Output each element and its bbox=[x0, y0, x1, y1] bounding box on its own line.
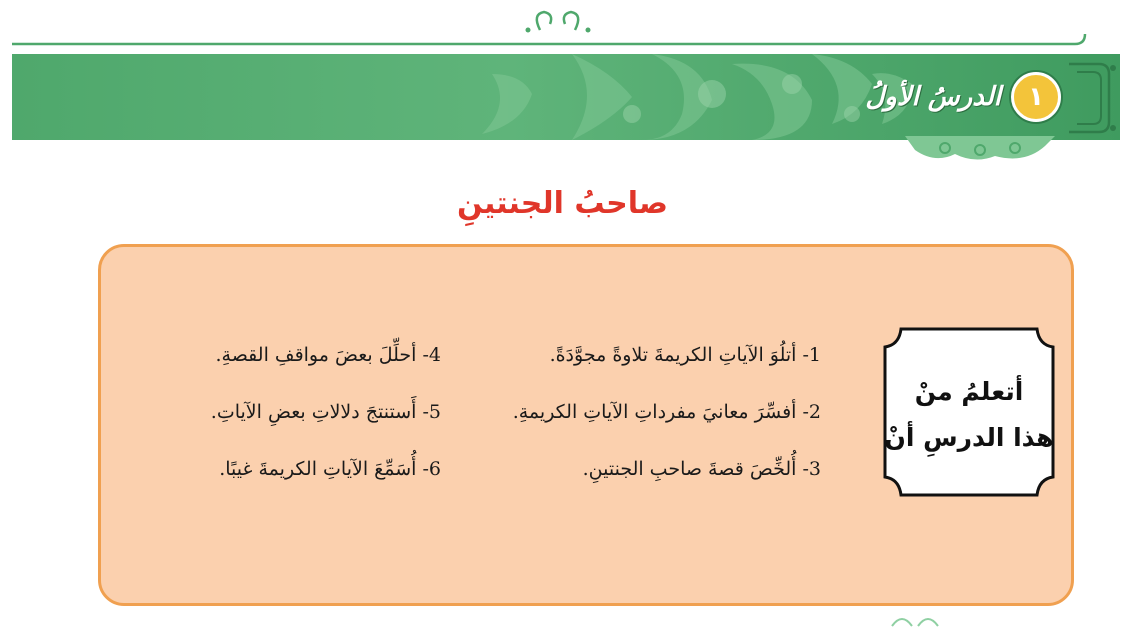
objectives-column-left bbox=[151, 335, 441, 506]
objective-item: 3- أُلخِّصَ قصةَ صاحبِ الجنتينِ. bbox=[582, 458, 821, 480]
objectives-column-right bbox=[481, 335, 821, 506]
page-title: صاحبُ الجنتينِ bbox=[457, 186, 668, 221]
top-ornament-rule bbox=[0, 0, 1125, 56]
lesson-number-badge: ١ bbox=[1011, 72, 1061, 122]
lesson-title-frame bbox=[1059, 58, 1119, 138]
objective-item: 4- أحلِّلَ بعضَ مواقفِ القصةِ. bbox=[215, 344, 441, 366]
corner-ornament bbox=[888, 612, 948, 628]
learn-badge bbox=[879, 323, 1059, 501]
objective-item: 6- أُسَمِّعَ الآياتِ الكريمةَ غيبًا. bbox=[219, 458, 441, 480]
learning-objectives-box bbox=[98, 244, 1074, 606]
objective-item: 5- أَستنتجَ دلالاتِ بعضِ الآياتِ. bbox=[210, 401, 441, 423]
learn-badge-line1: أتعلمُ منْ bbox=[914, 377, 1024, 406]
learn-badge-line2: هذا الدرسِ أنْ bbox=[884, 423, 1054, 452]
learn-badge-text bbox=[879, 369, 1059, 461]
objective-item: 2- أفسِّرَ معانيَ مفرداتِ الآياتِ الكريمةِ. bbox=[512, 401, 821, 423]
lesson-heading bbox=[865, 70, 1061, 124]
banner-ornament-tail bbox=[905, 136, 1055, 164]
lesson-title: الدرسُ الأولُ bbox=[865, 82, 1001, 112]
objective-item: 1- أتلُوَ الآياتِ الكريمةَ تلاوةً مجوَّدَةً. bbox=[549, 344, 821, 366]
